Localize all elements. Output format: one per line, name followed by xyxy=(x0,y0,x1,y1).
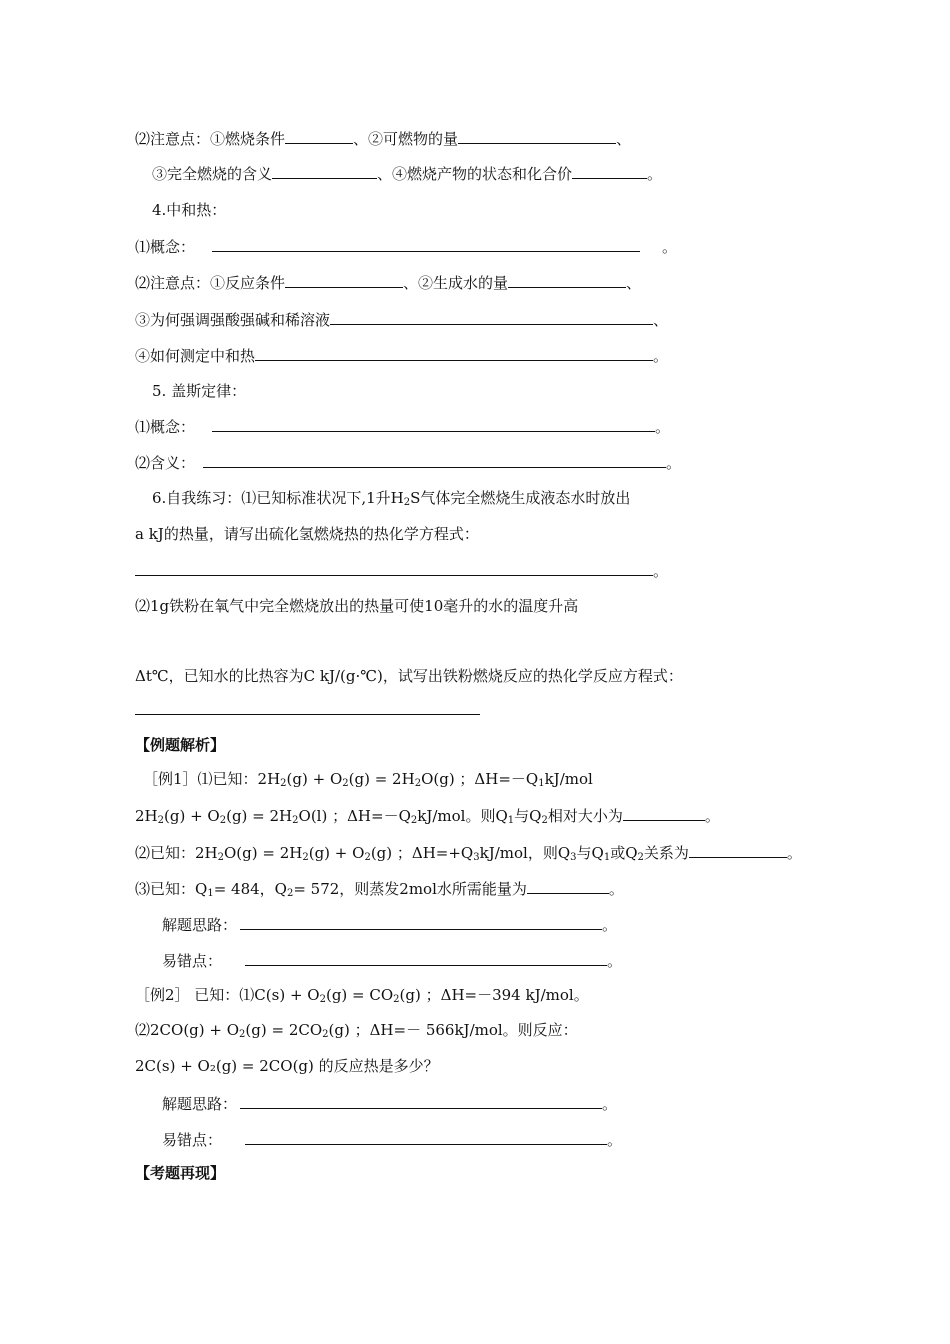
line-neutralization-notes-1 xyxy=(135,272,641,293)
example-2-error-point: 易错点： 。 xyxy=(162,1131,623,1149)
text: 、 xyxy=(626,274,642,292)
text: ⑵注意点：①燃烧条件 xyxy=(135,130,286,148)
exercise-6-intro: 6.自我练习：⑴已知标准状况下,1升$H_2S$气体完全燃烧生成液态水时放出 xyxy=(152,489,631,508)
text: ③为何强调强酸强碱和稀溶液 xyxy=(135,311,331,329)
heading-exam-review: 【考题再现】 xyxy=(135,1164,226,1182)
text: ⑵注意点：①反应条件 xyxy=(135,274,286,292)
line-hess-concept xyxy=(135,416,670,437)
blank-solution-idea-2[interactable] xyxy=(240,1093,602,1109)
blank-q3-relation[interactable] xyxy=(689,842,787,858)
text: 。 xyxy=(655,418,671,436)
blank-measure-method[interactable] xyxy=(255,345,653,361)
text: 。 xyxy=(662,238,678,256)
text: 、②生成水的量 xyxy=(403,274,509,292)
blank-neutralization-concept[interactable] xyxy=(212,236,640,252)
blank-solution-idea-1[interactable] xyxy=(240,914,602,930)
example-2-part-2: ⑵2CO(g) + $O_2(g) = 2CO_2(g)$ ；ΔH=－ 566kJ/mol。则反应： xyxy=(135,1021,578,1040)
text: ⑴概念： xyxy=(135,418,196,436)
text: ④如何测定中和热 xyxy=(135,347,256,365)
blank-combustible-amount[interactable] xyxy=(458,128,616,144)
example-1-part-1-cont: $2H_2(g) + O_2(g) = 2H_2O(l)$ ；$\Delta H=-Q_2kJ$/mol。则$Q_1$与$Q_2$相对大小为 。 xyxy=(135,807,720,826)
blank-hess-concept[interactable] xyxy=(212,416,655,432)
blank-complete-combustion[interactable] xyxy=(272,163,377,179)
example-2-part-1: ［例2］ 已知：⑴C(s) + $O_2(g) = CO_2(g)$ ；ΔH=－394 kJ/mol。 xyxy=(135,986,589,1005)
text: ⑵含义： xyxy=(135,454,196,472)
line-combustion-notes-1 xyxy=(135,128,631,149)
text: 、④燃烧产物的状态和化合价 xyxy=(377,165,573,183)
blank-error-point-2[interactable] xyxy=(245,1129,607,1145)
text: 、 xyxy=(653,311,669,329)
heading-hess-law: 5. 盖斯定律： xyxy=(152,382,247,400)
text: 、 xyxy=(616,130,632,148)
text: 。 xyxy=(653,347,669,365)
example-1-solution-idea: 解题思路： 。 xyxy=(162,916,618,934)
example-1-part-2: ⑵已知：$2H_2O(g) = 2H_2(g) + O_2(g)$ ；$\Delta H=+Q_3kJ$/mol，则$Q_3$与$Q_1$或$Q_2$关系为 。 xyxy=(135,844,802,863)
blank-h2s-equation[interactable] xyxy=(135,560,653,576)
heading-neutralization-heat: 4.中和热： xyxy=(152,201,227,219)
line-neutralization-notes-3 xyxy=(135,345,668,366)
blank-hess-meaning[interactable] xyxy=(203,452,666,468)
blank-combustion-condition[interactable] xyxy=(285,128,353,144)
exercise-6-part-2: ⑵1g铁粉在氧气中完全燃烧放出的热量可使10毫升的水的温度升高 xyxy=(135,597,579,615)
blank-product-state[interactable] xyxy=(572,163,647,179)
text: 、②可燃物的量 xyxy=(353,130,459,148)
line-neutralization-concept xyxy=(135,236,677,257)
text: ⑴概念： xyxy=(135,238,196,256)
blank-reaction-condition[interactable] xyxy=(285,272,403,288)
example-1-error-point: 易错点： 。 xyxy=(162,952,623,970)
heading-example-analysis: 【例题解析】 xyxy=(135,736,226,754)
blank-water-amount[interactable] xyxy=(508,272,626,288)
line-combustion-notes-2 xyxy=(152,163,662,184)
blank-strong-acid-reason[interactable] xyxy=(330,309,653,325)
text: 。 xyxy=(666,454,682,472)
exercise-6-part-2-cont: Δt℃，已知水的比热容为C kJ/(g·℃)，试写出铁粉燃烧反应的热化学反应方程式： xyxy=(135,667,683,685)
blank-error-point-1[interactable] xyxy=(245,950,607,966)
blank-iron-equation[interactable] xyxy=(135,714,480,715)
blank-q1-q2-relation[interactable] xyxy=(623,805,705,821)
example-1-part-1: ［例1］⑴已知：$2H_2(g) + O_2(g) = 2H_2O(g)$ ；$\Delta H=-Q_1kJ$/mol xyxy=(143,770,593,789)
blank-evaporation-energy[interactable] xyxy=(527,878,609,894)
line-neutralization-notes-2 xyxy=(135,309,668,330)
example-1-part-3: ⑶已知：$Q_1= 484$，$Q_2= 572$，则蒸发2mol水所需能量为 。 xyxy=(135,880,624,899)
line-hess-meaning xyxy=(135,452,681,473)
text: ③完全燃烧的含义 xyxy=(152,165,273,183)
exercise-6-line-2: a kJ的热量，请写出硫化氢燃烧热的热化学方程式： xyxy=(135,525,479,543)
text: 。 xyxy=(647,165,663,183)
example-2-solution-idea: 解题思路： 。 xyxy=(162,1095,618,1113)
line-h2s-equation: 。 xyxy=(135,560,668,581)
example-2-question: 2C(s) + O₂(g) = 2CO(g) 的反应热是多少？ xyxy=(135,1057,439,1075)
